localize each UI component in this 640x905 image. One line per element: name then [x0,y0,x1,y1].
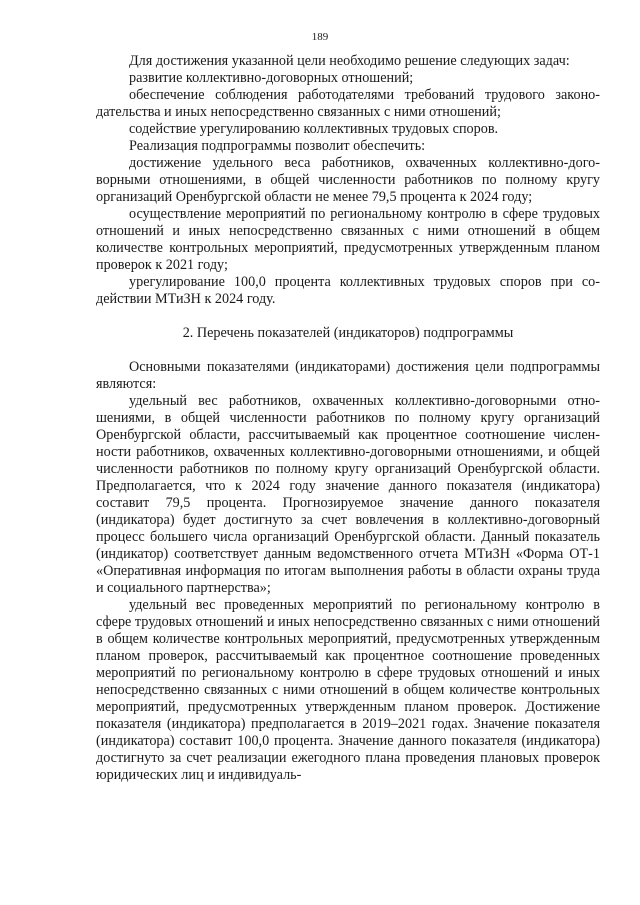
result-item: осуществление мероприятий по региональному контролю в сфере трудовых отношений и иных непосредственно связанных с ними отношений в общем количестве контрольных мероприятий, предусмотренных утвержденным планом проверок к 2021 году; [96,206,600,273]
section-heading: 2. Перечень показателей (индикаторов) подпрограммы [182,325,514,341]
task-item: содействие урегулированию коллективных трудовых споров. [129,121,499,137]
tasks-lead-paragraph: Для достижения указанной цели необходимо решение следующих задач: [129,53,570,69]
task-item: обеспечение соблюдения работодателями требований трудового законодательства и иных непосредственно связанных с ними отношений; [96,87,600,120]
result-item: урегулирование 100,0 процента коллективных трудовых споров при содействии МТиЗН к 2024 году. [96,274,600,307]
result-item: достижение удельного веса работников, охваченных коллективно-договорными отношениями, в общей численности работников по полному кругу организаций Оренбургской области не менее 79,5 процента к 2024 году; [96,155,600,205]
task-item: развитие коллективно-договорных отношений; [129,70,414,86]
page-content [96,53,600,784]
indicators-lead-paragraph: Основными показателями (индикаторами) достижения цели подпрограммы являются: [96,359,600,392]
results-lead-paragraph: Реализация подпрограммы позволит обеспечить: [129,138,426,154]
page-number: 189 [311,31,329,43]
indicator-paragraph: удельный вес проведенных мероприятий по региональному контролю в сфере трудовых отношений и иных непосредственно связанных с ними отношений в общем количестве контрольных мероприятий, предусмотренных утвержденным планом проверок, рассчитываемый как процентное соотношение проведенных мероприятий по региональному контролю в сфере трудовых отношений и иных непосредственно связанных с ними отношений в общем количестве контрольных мероприятий, предусмотренных утвержденным планом проверок. Достижение показателя (индикатора) предполагается в 2019–2021 годах. Значение показателя (индикатора) составит 100,0 процента. Значение данного показателя (индикатора) достигнуто за счет реализации ежегодного плана проведения плановых проверок юридических лиц и индивидуаль- [96,597,600,783]
indicator-paragraph: удельный вес работников, охваченных коллективно-договорными отношениями, в общей численности работников по полному кругу организаций Оренбургской области, рассчитываемый как процентное соотношение численности работников, охваченных коллективно-договорными отношениями, и общей численности работников по полному кругу организаций Оренбургской области. Предполагается, что к 2024 году значение данного показателя (индикатора) составит 79,5 процента. Прогнозируемое значение данного показателя (индикатора) будет достигнуто за счет вовлечения в коллективно-договорный процесс большего числа организаций Оренбургской области. Данный показатель (индикатор) соответствует данным ведомственного отчета МТиЗН «Форма ОТ-1 «Оперативная информация по итогам выполнения работы в области охраны труда и социального партнерства»; [96,393,600,596]
